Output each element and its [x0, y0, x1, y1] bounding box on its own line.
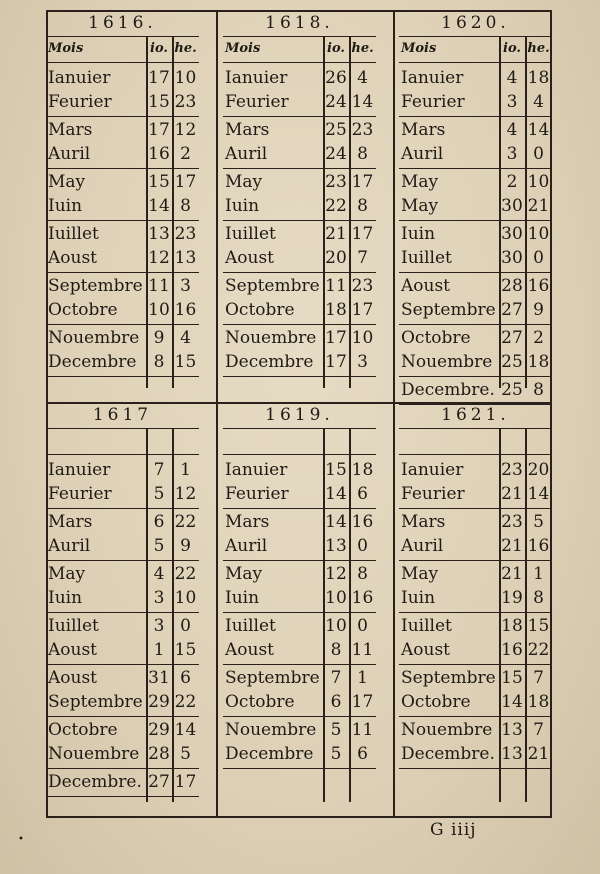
hour-cell: 2 [180, 144, 191, 164]
hour-cell: 2 [533, 328, 544, 348]
year-heading: 1617 [92, 405, 153, 425]
day-cell: 31 [148, 668, 170, 688]
year-rule [399, 36, 552, 37]
day-cell: 24 [325, 144, 347, 164]
hour-cell: 15 [174, 352, 197, 372]
day-cell: 16 [501, 640, 523, 660]
hour-column-header: he. [527, 41, 550, 56]
day-cell: 17 [148, 68, 170, 88]
row-group-rule [223, 376, 376, 377]
month-cell: Octobre [401, 328, 471, 348]
row-group-rule [46, 272, 199, 273]
hour-cell: 17 [351, 224, 374, 244]
year-heading: 1619. [265, 405, 334, 425]
month-cell: Iuin [48, 588, 83, 608]
month-cell: Aoust [401, 276, 451, 296]
month-cell: Ianuier [225, 460, 288, 480]
day-cell: 8 [153, 352, 165, 372]
hour-cell: 22 [527, 640, 550, 660]
day-cell: 11 [325, 276, 347, 296]
hour-cell: 9 [533, 300, 544, 320]
day-cell: 5 [153, 484, 165, 504]
day-cell: 27 [148, 772, 170, 792]
row-group-rule [46, 664, 199, 665]
month-cell: Septembre [401, 668, 496, 688]
month-cell: Nouembre [48, 744, 140, 764]
column-divider [393, 10, 395, 816]
day-cell: 15 [148, 172, 170, 192]
month-cell: May [401, 172, 439, 192]
hour-cell: 0 [357, 536, 368, 556]
day-cell: 23 [501, 512, 523, 532]
day-cell: 8 [330, 640, 342, 660]
month-cell: Septembre [225, 668, 320, 688]
hour-cell: 1 [357, 668, 368, 688]
day-cell: 30 [501, 196, 523, 216]
row-group-rule [399, 716, 552, 717]
day-cell: 5 [153, 536, 165, 556]
month-cell: Iuin [225, 588, 260, 608]
hour-cell: 1 [180, 460, 191, 480]
month-cell: Aoust [225, 248, 275, 268]
hour-cell: 6 [180, 668, 191, 688]
day-cell: 10 [325, 616, 347, 636]
day-cell: 18 [501, 616, 523, 636]
day-cell: 5 [330, 720, 342, 740]
signature-mark: G iiij [430, 820, 477, 840]
hour-cell: 8 [180, 196, 191, 216]
day-cell: 22 [325, 196, 347, 216]
day-cell: 29 [148, 692, 170, 712]
month-cell: Octobre [225, 692, 295, 712]
day-cell: 6 [330, 692, 342, 712]
month-cell: Octobre [225, 300, 295, 320]
header-rule [46, 62, 199, 63]
hour-cell: 8 [533, 380, 544, 400]
column-divider [550, 10, 552, 816]
day-cell: 15 [325, 460, 347, 480]
row-group-rule [399, 116, 552, 117]
day-cell: 23 [325, 172, 347, 192]
row-group-rule [399, 664, 552, 665]
hour-cell: 4 [180, 328, 191, 348]
month-cell: Feurier [48, 92, 112, 112]
month-cell: Mars [225, 512, 270, 532]
hour-cell: 0 [533, 144, 544, 164]
month-cell: Nouembre [225, 720, 317, 740]
month-cell: Auril [401, 536, 444, 556]
month-cell: Septembre [48, 692, 143, 712]
hour-cell: 21 [527, 744, 550, 764]
day-cell: 14 [148, 196, 170, 216]
month-cell: Mars [48, 512, 93, 532]
month-cell: Septembre [48, 276, 143, 296]
day-cell: 25 [501, 352, 523, 372]
year-heading: 1620. [441, 13, 510, 33]
day-cell: 13 [148, 224, 170, 244]
month-cell: Septembre [225, 276, 320, 296]
hour-cell: 16 [351, 512, 374, 532]
hour-cell: 10 [527, 172, 550, 192]
row-group-rule [399, 612, 552, 613]
month-cell: Mars [401, 512, 446, 532]
month-cell: Iuin [401, 588, 436, 608]
hour-cell: 8 [357, 144, 368, 164]
day-cell: 10 [325, 588, 347, 608]
day-cell: 27 [501, 328, 523, 348]
day-cell: 28 [501, 276, 523, 296]
row-group-rule [46, 324, 199, 325]
year-rule [223, 428, 376, 429]
month-cell: Auril [48, 536, 91, 556]
month-cell: Aoust [225, 640, 275, 660]
row-group-rule [399, 324, 552, 325]
hour-cell: 10 [527, 224, 550, 244]
year-heading: 1618. [265, 13, 334, 33]
month-column-header: Mois [401, 41, 437, 56]
month-cell: Feurier [401, 92, 465, 112]
month-cell: Iuin [225, 196, 260, 216]
hour-cell: 22 [174, 512, 197, 532]
day-cell: 6 [153, 512, 165, 532]
hour-cell: 22 [174, 564, 197, 584]
month-cell: Ianuier [401, 460, 464, 480]
day-cell: 21 [501, 484, 523, 504]
month-cell: May [48, 564, 86, 584]
row-group-rule [46, 116, 199, 117]
row-group-rule [46, 796, 199, 797]
month-cell: May [401, 196, 439, 216]
day-cell: 14 [325, 484, 347, 504]
month-cell: Iuillet [401, 616, 452, 636]
month-cell: Feurier [225, 92, 289, 112]
hour-cell: 0 [357, 616, 368, 636]
hour-cell: 16 [174, 300, 197, 320]
day-cell: 9 [153, 328, 165, 348]
month-cell: May [401, 564, 439, 584]
year-heading: 1621. [441, 405, 510, 425]
day-column-header: io. [327, 41, 345, 56]
hour-cell: 18 [351, 460, 374, 480]
month-cell: Auril [225, 144, 268, 164]
month-cell: Octobre [48, 720, 118, 740]
hour-cell: 0 [180, 616, 191, 636]
day-cell: 1 [153, 640, 165, 660]
day-cell: 28 [148, 744, 170, 764]
hour-cell: 16 [527, 276, 550, 296]
month-cell: Septembre [401, 300, 496, 320]
hour-cell: 11 [351, 640, 374, 660]
year-rule [223, 36, 376, 37]
hour-cell: 3 [180, 276, 191, 296]
row-group-rule [223, 768, 376, 769]
row-group-rule [46, 508, 199, 509]
day-cell: 21 [501, 564, 523, 584]
month-cell: Iuillet [401, 248, 452, 268]
day-cell: 7 [153, 460, 165, 480]
day-column-header: io. [503, 41, 521, 56]
day-cell: 3 [506, 144, 518, 164]
month-cell: Decembre [225, 352, 314, 372]
day-cell: 14 [325, 512, 347, 532]
ephemeris-table [46, 10, 552, 816]
day-cell: 21 [501, 536, 523, 556]
hour-cell: 13 [174, 248, 197, 268]
hour-cell: 14 [527, 120, 550, 140]
month-cell: Ianuier [225, 68, 288, 88]
month-cell: Auril [48, 144, 91, 164]
day-cell: 25 [501, 380, 523, 400]
day-cell: 17 [325, 328, 347, 348]
hour-cell: 11 [351, 720, 374, 740]
month-cell: Mars [225, 120, 270, 140]
row-group-rule [223, 664, 376, 665]
hour-cell: 14 [527, 484, 550, 504]
month-cell: Decembre. [48, 772, 142, 792]
month-cell: Ianuier [48, 460, 111, 480]
day-cell: 3 [153, 588, 165, 608]
month-cell: Ianuier [401, 68, 464, 88]
day-cell: 30 [501, 224, 523, 244]
year-heading: 1616. [88, 13, 157, 33]
hour-cell: 17 [351, 300, 374, 320]
month-cell: Decembre [48, 352, 137, 372]
hour-cell: 21 [527, 196, 550, 216]
day-cell: 20 [325, 248, 347, 268]
hour-cell: 6 [357, 484, 368, 504]
row-group-rule [223, 168, 376, 169]
month-cell: Decembre. [401, 380, 495, 400]
month-cell: Iuillet [225, 616, 276, 636]
half-divider [46, 402, 552, 404]
day-cell: 12 [148, 248, 170, 268]
day-cell: 27 [501, 300, 523, 320]
day-cell: 14 [501, 692, 523, 712]
day-cell: 13 [325, 536, 347, 556]
row-group-rule [46, 376, 199, 377]
year-rule [399, 428, 552, 429]
month-cell: May [48, 172, 86, 192]
row-group-rule [46, 560, 199, 561]
hour-cell: 9 [180, 536, 191, 556]
month-cell: Iuillet [225, 224, 276, 244]
day-cell: 15 [501, 668, 523, 688]
row-group-rule [399, 272, 552, 273]
hour-cell: 22 [174, 692, 197, 712]
row-group-rule [399, 168, 552, 169]
row-group-rule [399, 376, 552, 377]
row-group-rule [399, 768, 552, 769]
hour-cell: 10 [351, 328, 374, 348]
month-cell: Nouembre [401, 352, 493, 372]
hour-cell: 17 [174, 772, 197, 792]
hour-cell: 6 [357, 744, 368, 764]
day-cell: 11 [148, 276, 170, 296]
day-cell: 25 [325, 120, 347, 140]
hour-cell: 8 [357, 564, 368, 584]
row-group-rule [46, 716, 199, 717]
row-group-rule [223, 272, 376, 273]
hour-cell: 23 [174, 224, 197, 244]
month-cell: Aoust [48, 668, 98, 688]
hour-cell: 23 [351, 120, 374, 140]
hour-cell: 15 [527, 616, 550, 636]
hour-cell: 7 [533, 668, 544, 688]
day-cell: 3 [153, 616, 165, 636]
hour-cell: 16 [527, 536, 550, 556]
header-rule [223, 454, 376, 455]
month-cell: May [225, 172, 263, 192]
day-cell: 13 [501, 720, 523, 740]
hour-cell: 18 [527, 352, 550, 372]
row-group-rule [46, 220, 199, 221]
hour-column-header: he. [351, 41, 374, 56]
month-cell: Feurier [401, 484, 465, 504]
day-cell: 10 [148, 300, 170, 320]
month-cell: Decembre [225, 744, 314, 764]
hour-cell: 17 [351, 692, 374, 712]
month-cell: Aoust [48, 640, 98, 660]
day-cell: 29 [148, 720, 170, 740]
row-group-rule [46, 768, 199, 769]
month-cell: Octobre [48, 300, 118, 320]
row-group-rule [223, 508, 376, 509]
row-group-rule [399, 508, 552, 509]
day-cell: 3 [506, 92, 518, 112]
hour-cell: 12 [174, 120, 197, 140]
day-cell: 4 [506, 120, 518, 140]
month-cell: Mars [48, 120, 93, 140]
hour-cell: 7 [533, 720, 544, 740]
hour-cell: 7 [357, 248, 368, 268]
month-cell: Decembre. [401, 744, 495, 764]
month-column-header: Mois [48, 41, 84, 56]
row-group-rule [46, 612, 199, 613]
hour-cell: 20 [527, 460, 550, 480]
row-group-rule [223, 324, 376, 325]
hour-cell: 10 [174, 588, 197, 608]
row-group-rule [223, 220, 376, 221]
month-cell: Octobre [401, 692, 471, 712]
hour-cell: 8 [357, 196, 368, 216]
column-divider [216, 10, 218, 816]
hour-cell: 17 [174, 172, 197, 192]
hour-cell: 23 [174, 92, 197, 112]
day-cell: 24 [325, 92, 347, 112]
month-cell: Feurier [225, 484, 289, 504]
column-divider [46, 10, 48, 816]
hour-cell: 4 [533, 92, 544, 112]
day-cell: 12 [325, 564, 347, 584]
hour-cell: 10 [174, 68, 197, 88]
day-cell: 7 [330, 668, 342, 688]
hour-column-header: he. [174, 41, 197, 56]
day-cell: 4 [506, 68, 518, 88]
day-column-header: io. [150, 41, 168, 56]
month-column-header: Mois [225, 41, 261, 56]
day-cell: 19 [501, 588, 523, 608]
header-rule [399, 62, 552, 63]
hour-cell: 3 [357, 352, 368, 372]
month-cell: Aoust [401, 640, 451, 660]
month-cell: Auril [401, 144, 444, 164]
header-rule [46, 454, 199, 455]
year-rule [46, 36, 199, 37]
month-cell: Mars [401, 120, 446, 140]
row-group-rule [399, 220, 552, 221]
day-cell: 30 [501, 248, 523, 268]
month-cell: Iuin [401, 224, 436, 244]
header-rule [223, 62, 376, 63]
header-rule [399, 454, 552, 455]
row-group-rule [46, 168, 199, 169]
row-group-rule [223, 612, 376, 613]
hour-cell: 14 [174, 720, 197, 740]
day-cell: 23 [501, 460, 523, 480]
hour-cell: 0 [533, 248, 544, 268]
month-cell: Nouembre [48, 328, 140, 348]
hour-cell: 4 [357, 68, 368, 88]
day-cell: 2 [506, 172, 518, 192]
day-cell: 15 [148, 92, 170, 112]
table-bottom-border [46, 816, 552, 818]
month-cell: Aoust [48, 248, 98, 268]
month-cell: Iuillet [48, 616, 99, 636]
hour-cell: 17 [351, 172, 374, 192]
day-cell: 5 [330, 744, 342, 764]
month-cell: Feurier [48, 484, 112, 504]
year-rule [46, 428, 199, 429]
month-cell: Iuillet [48, 224, 99, 244]
row-group-rule [223, 116, 376, 117]
day-cell: 26 [325, 68, 347, 88]
day-cell: 17 [325, 352, 347, 372]
day-cell: 21 [325, 224, 347, 244]
day-cell: 4 [153, 564, 165, 584]
month-cell: Nouembre [401, 720, 493, 740]
month-cell: Ianuier [48, 68, 111, 88]
hour-cell: 1 [533, 564, 544, 584]
hour-cell: 12 [174, 484, 197, 504]
corner-mark: • [18, 834, 24, 845]
hour-cell: 18 [527, 68, 550, 88]
row-group-rule [223, 716, 376, 717]
hour-cell: 15 [174, 640, 197, 660]
hour-cell: 18 [527, 692, 550, 712]
hour-cell: 8 [533, 588, 544, 608]
hour-cell: 5 [180, 744, 191, 764]
row-group-rule [399, 560, 552, 561]
month-cell: May [225, 564, 263, 584]
hour-cell: 14 [351, 92, 374, 112]
hour-cell: 16 [351, 588, 374, 608]
month-cell: Auril [225, 536, 268, 556]
row-group-rule [223, 560, 376, 561]
day-cell: 17 [148, 120, 170, 140]
hour-cell: 23 [351, 276, 374, 296]
hour-cell: 5 [533, 512, 544, 532]
month-cell: Nouembre [225, 328, 317, 348]
month-cell: Iuin [48, 196, 83, 216]
day-cell: 18 [325, 300, 347, 320]
day-cell: 16 [148, 144, 170, 164]
day-cell: 13 [501, 744, 523, 764]
